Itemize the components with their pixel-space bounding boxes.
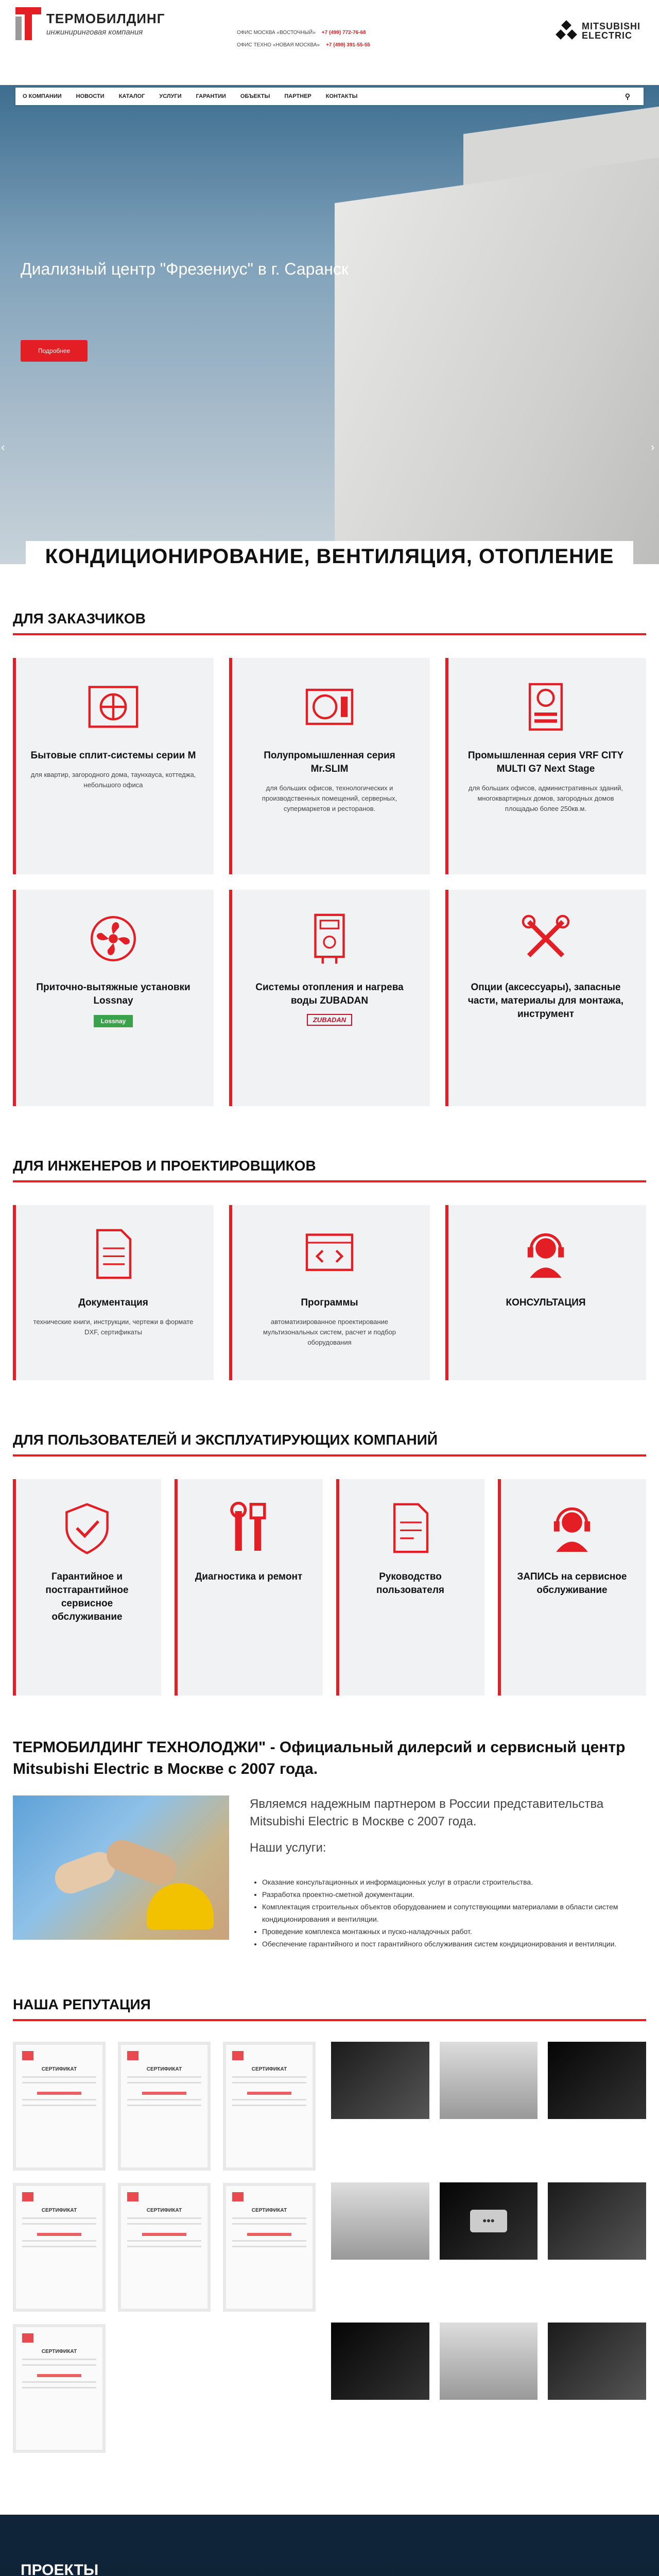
certificates-gallery bbox=[13, 2042, 316, 2453]
card-title: Полупромышленная серия Mr.SLIM bbox=[264, 750, 395, 774]
about-title: ТЕРМОБИЛДИНГ ТЕХНОЛОДЖИ" - Официальный дилерсий и сервисный центр Mitsubishi Electric в Москве с 2007 года. bbox=[13, 1739, 626, 1777]
office-label: ОФИС ТЕХНО «НОВАЯ МОСКВА» bbox=[237, 42, 320, 48]
brand-tagline: инжиниринговая компания bbox=[46, 28, 143, 37]
card-title: Системы отопления и нагрева воды ZUBADAN bbox=[255, 982, 404, 1006]
boiler-icon bbox=[301, 910, 358, 967]
certificate[interactable]: СЕРТИФИКАТ bbox=[118, 2183, 211, 2312]
card-title: Программы bbox=[301, 1297, 358, 1308]
slider-next-icon[interactable]: › bbox=[651, 440, 655, 453]
nav-item[interactable]: ГАРАНТИИ bbox=[196, 93, 226, 99]
card-title: Приточно-вытяжные установки Lossnay bbox=[36, 982, 190, 1006]
review-photo[interactable] bbox=[440, 2042, 538, 2119]
card-title: Промышленная серия VRF CITY MULTI G7 Next Stage bbox=[467, 750, 624, 774]
shield-check-icon bbox=[59, 1500, 115, 1556]
list-item: • Проведение комплекса монтажных и пуско-наладочных работ. bbox=[262, 1925, 646, 1938]
review-photo[interactable] bbox=[548, 2323, 646, 2400]
partner-name: MITSUBISHI ELECTRIC bbox=[582, 21, 641, 41]
about-lead: Являемся надежным партнером в России представительства Mitsubishi Electric в Москве с 2007 года. bbox=[250, 1797, 604, 1828]
certificate[interactable]: СЕРТИФИКАТ bbox=[223, 2042, 316, 2171]
zubadan-badge: ZUBADAN bbox=[307, 1014, 352, 1026]
office-label: ОФИС МОСКВА «ВОСТОЧНЫЙ» bbox=[237, 30, 316, 36]
list-item: • Оказание консультационных и информационных услуг в отрасли строительства. bbox=[262, 1876, 646, 1888]
logo-mark-icon bbox=[15, 7, 41, 40]
card-warranty[interactable] bbox=[13, 1479, 161, 1696]
section-divider bbox=[13, 1454, 646, 1456]
more-videos-button[interactable]: ••• bbox=[470, 2210, 507, 2232]
projects-title: ПРОЕКТЫ bbox=[21, 2562, 99, 2576]
card-desc: автоматизированное проектирование мультизональных систем, расчет и подбор оборудования bbox=[263, 1318, 396, 1346]
card-documentation[interactable] bbox=[13, 1205, 214, 1380]
mitsubishi-diamonds-icon bbox=[555, 21, 578, 41]
nav-item[interactable]: ПАРТНЕР bbox=[284, 93, 311, 99]
card-desc: для квартир, загородного дома, таунхауса, коттеджа, небольшого офиса bbox=[30, 771, 196, 789]
section-title-customers: ДЛЯ ЗАКАЗЧИКОВ bbox=[13, 611, 146, 626]
card-split-m[interactable] bbox=[13, 658, 214, 874]
review-photo[interactable] bbox=[331, 2182, 429, 2260]
card-title: Руководство пользователя bbox=[376, 1571, 444, 1596]
card-vrf[interactable] bbox=[445, 658, 646, 874]
list-item: • Обеспечение гарантийного и пост гарантийного обслуживания систем кондиционирования и вентиляции. bbox=[262, 1938, 646, 1950]
section-title-reputation: НАША РЕПУТАЦИЯ bbox=[13, 1996, 151, 2012]
hero-title: Диализный центр "Фрезениус" в г. Саранск bbox=[21, 260, 349, 278]
hero-building-image bbox=[335, 152, 659, 564]
certificate[interactable]: СЕРТИФИКАТ bbox=[118, 2042, 211, 2171]
section-divider bbox=[13, 633, 646, 635]
review-photo[interactable] bbox=[440, 2323, 538, 2400]
review-photo[interactable] bbox=[331, 2323, 429, 2400]
lossnay-badge: Lossnay bbox=[94, 1015, 133, 1027]
card-desc: технические книги, инструкции, чертежи в формате DXF, сертификаты bbox=[33, 1318, 194, 1336]
review-photo[interactable] bbox=[548, 2042, 646, 2119]
card-service-booking[interactable] bbox=[498, 1479, 646, 1696]
nav-item[interactable]: КАТАЛОГ bbox=[118, 93, 145, 99]
reviews-gallery bbox=[331, 2042, 646, 2453]
hero-band-text: КОНДИЦИОНИРОВАНИЕ, ВЕНТИЛЯЦИЯ, ОТОПЛЕНИЕ bbox=[45, 545, 614, 568]
section-title-users: ДЛЯ ПОЛЬЗОВАТЕЛЕЙ И ЭКСПЛУАТИРУЮЩИХ КОМПАНИЙ bbox=[13, 1432, 438, 1448]
card-lossnay[interactable] bbox=[13, 890, 214, 1106]
card-diagnostics[interactable] bbox=[175, 1479, 323, 1696]
card-manual[interactable] bbox=[336, 1479, 484, 1696]
certificate[interactable]: СЕРТИФИКАТ bbox=[13, 2042, 106, 2171]
card-title: Опции (аксессуары), запасные части, материалы для монтажа, инструмент bbox=[467, 982, 624, 1020]
list-item: • Комплектация строительных объектов оборудованием и сопутствующими материалами в области систем кондиционирования и вентиляции. bbox=[262, 1901, 646, 1925]
hero-slider bbox=[0, 85, 659, 564]
mitsubishi-logo[interactable] bbox=[555, 21, 644, 41]
section-title-engineers: ДЛЯ ИНЖЕНЕРОВ И ПРОЕКТИРОВЩИКОВ bbox=[13, 1158, 316, 1174]
hero-more-button[interactable]: Подробнее bbox=[21, 340, 88, 362]
split-system-icon bbox=[85, 679, 142, 735]
review-photo[interactable] bbox=[331, 2042, 429, 2119]
manual-icon bbox=[382, 1500, 439, 1556]
nav-item[interactable]: ОБЪЕКТЫ bbox=[240, 93, 270, 99]
section-divider bbox=[13, 2019, 646, 2021]
nav-item[interactable]: КОНТАКТЫ bbox=[325, 93, 358, 99]
card-mr-slim[interactable] bbox=[229, 658, 430, 874]
list-item: • Разработка проектно-сметной документации. bbox=[262, 1888, 646, 1901]
certificate[interactable]: СЕРТИФИКАТ bbox=[223, 2183, 316, 2312]
handshake-image bbox=[13, 1795, 229, 1940]
card-title: Документация bbox=[78, 1297, 148, 1308]
document-icon bbox=[85, 1226, 142, 1282]
card-desc: для больших офисов, технологических и производственных помещений, серверных, супермаркетов и ресторанов. bbox=[262, 784, 397, 812]
tools-icon bbox=[517, 910, 574, 967]
site-header bbox=[0, 0, 659, 85]
review-photo[interactable] bbox=[548, 2182, 646, 2260]
brand-name: ТЕРМОБИЛДИНГ bbox=[46, 11, 165, 26]
slider-prev-icon[interactable]: ‹ bbox=[1, 440, 5, 453]
projects-section bbox=[0, 2515, 659, 2576]
certificate[interactable]: СЕРТИФИКАТ bbox=[13, 2324, 106, 2453]
review-photo[interactable] bbox=[440, 2182, 538, 2260]
card-consultation[interactable] bbox=[445, 1205, 646, 1380]
card-options[interactable] bbox=[445, 890, 646, 1106]
card-title: ЗАПИСЬ на сервисное обслуживание bbox=[517, 1571, 627, 1596]
card-title: КОНСУЛЬТАЦИЯ bbox=[506, 1297, 586, 1308]
about-services-list bbox=[250, 1876, 646, 1950]
program-window-icon bbox=[301, 1226, 358, 1282]
office-phone[interactable]: +7 (499) 772-76-68 bbox=[321, 30, 366, 36]
certificate[interactable]: СЕРТИФИКАТ bbox=[13, 2183, 106, 2312]
main-nav bbox=[15, 88, 644, 105]
card-zubadan[interactable] bbox=[229, 890, 430, 1106]
card-programs[interactable] bbox=[229, 1205, 430, 1380]
headset-icon bbox=[517, 1226, 574, 1282]
outdoor-unit-icon bbox=[301, 679, 358, 735]
nav-item[interactable]: УСЛУГИ bbox=[159, 93, 182, 99]
card-title: Диагностика и ремонт bbox=[195, 1571, 303, 1582]
fan-icon bbox=[85, 910, 142, 967]
card-title: Бытовые сплит-системы серии M bbox=[30, 750, 196, 761]
wrench-icon bbox=[220, 1500, 277, 1556]
search-icon[interactable]: ⚲ bbox=[625, 92, 630, 100]
site-logo[interactable] bbox=[15, 7, 165, 40]
office-phone[interactable]: +7 (499) 391-55-55 bbox=[326, 42, 370, 48]
headset-icon bbox=[544, 1500, 600, 1556]
nav-item[interactable]: НОВОСТИ bbox=[76, 93, 105, 99]
nav-item[interactable]: О КОМПАНИИ bbox=[23, 93, 62, 99]
about-services-label: Наши услуги: bbox=[250, 1841, 326, 1855]
card-desc: для больших офисов, административных зданий, многоквартирных домов, загородных домов площадью более 250кв.м. bbox=[468, 784, 623, 812]
vrf-unit-icon bbox=[517, 679, 574, 735]
office-contacts bbox=[237, 27, 370, 52]
card-title: Гарантийное и постгарантийное сервисное обслуживание bbox=[45, 1571, 129, 1622]
section-divider bbox=[13, 1180, 646, 1182]
